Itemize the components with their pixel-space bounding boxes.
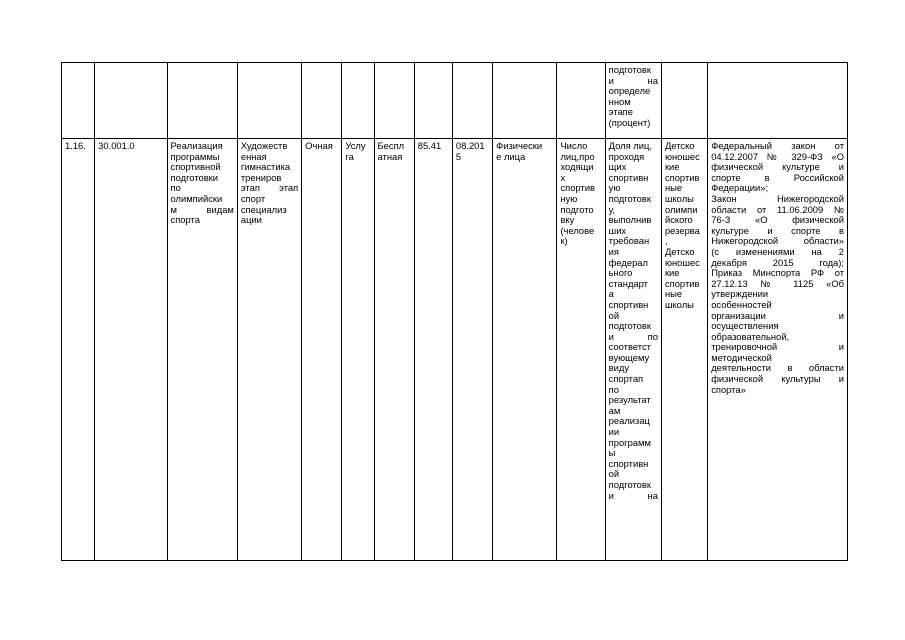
cell-okved: 85.41: [414, 139, 452, 561]
cell-type-continued: [342, 63, 374, 139]
cell-service-content: Художеств енная гимнастика трениров этап этап спорт специализ ации: [237, 139, 301, 561]
cell-number-continued: [62, 63, 95, 139]
services-registry-table: [61, 62, 848, 561]
cell-okpd: 08.201 5: [452, 139, 492, 561]
cell-okpd-continued: [452, 63, 492, 139]
cell-okved-continued: [414, 63, 452, 139]
cell-name-continued: [167, 63, 237, 139]
cell-form-continued: [302, 63, 342, 139]
cell-code: 30.001.0: [95, 139, 167, 561]
continued-table-row: [62, 63, 848, 139]
cell-quality-indicator: Доля лиц, проходя щих спортивн ую подготовк у, выполнив ших требован ия федерал ьного стандарт а спортивн ой подготовк и по соответст вующему виду спортап по результат ам реализац ии программ ы спортивн ой подготовк и на: [605, 139, 661, 561]
cell-institutions-continued: [661, 63, 707, 139]
cell-code-continued: [95, 63, 167, 139]
cell-type: Услу га: [342, 139, 374, 561]
cell-volume-indicator: Число лиц,про ходящи х спортив ную подгото вку (челове к): [557, 139, 605, 561]
cell-quality-continued: подготовк и на определе нном этапе (процент): [605, 63, 661, 139]
cell-legal-continued: [708, 63, 848, 139]
table-row: [62, 139, 848, 561]
cell-payment: Беспл атная: [374, 139, 414, 561]
cell-content-continued: [237, 63, 301, 139]
cell-service-name: Реализация программы спортивной подготовки по олимпийски м видам спорта: [167, 139, 237, 561]
cell-consumers-continued: [493, 63, 557, 139]
cell-legal-acts: Федеральный закон от 04.12.2007 № 329-ФЗ «О физической культуре и спорте в Российской Федерации»; Закон Нижегородской области от 11.06.2009 № 76-З «О физической культуре и спорте в Нижегородской области» (с изменениями на 2 декабря 2015 года); Приказ Минспорта РФ от 27.12.13 № 1125 «Об утверждении особенностей организации и осуществления образовательной, тренировочной и методической деятельности в области физической культуры и спорта»: [708, 139, 848, 561]
cell-institutions: Детско юношес кие спортив ные школы олимпи йского резерва , Детско юношес кие спортив ные школы: [661, 139, 707, 561]
cell-number: 1.16.: [62, 139, 95, 561]
cell-consumers: Физически е лица: [493, 139, 557, 561]
cell-volume-continued: [557, 63, 605, 139]
cell-form: Очная: [302, 139, 342, 561]
cell-payment-continued: [374, 63, 414, 139]
